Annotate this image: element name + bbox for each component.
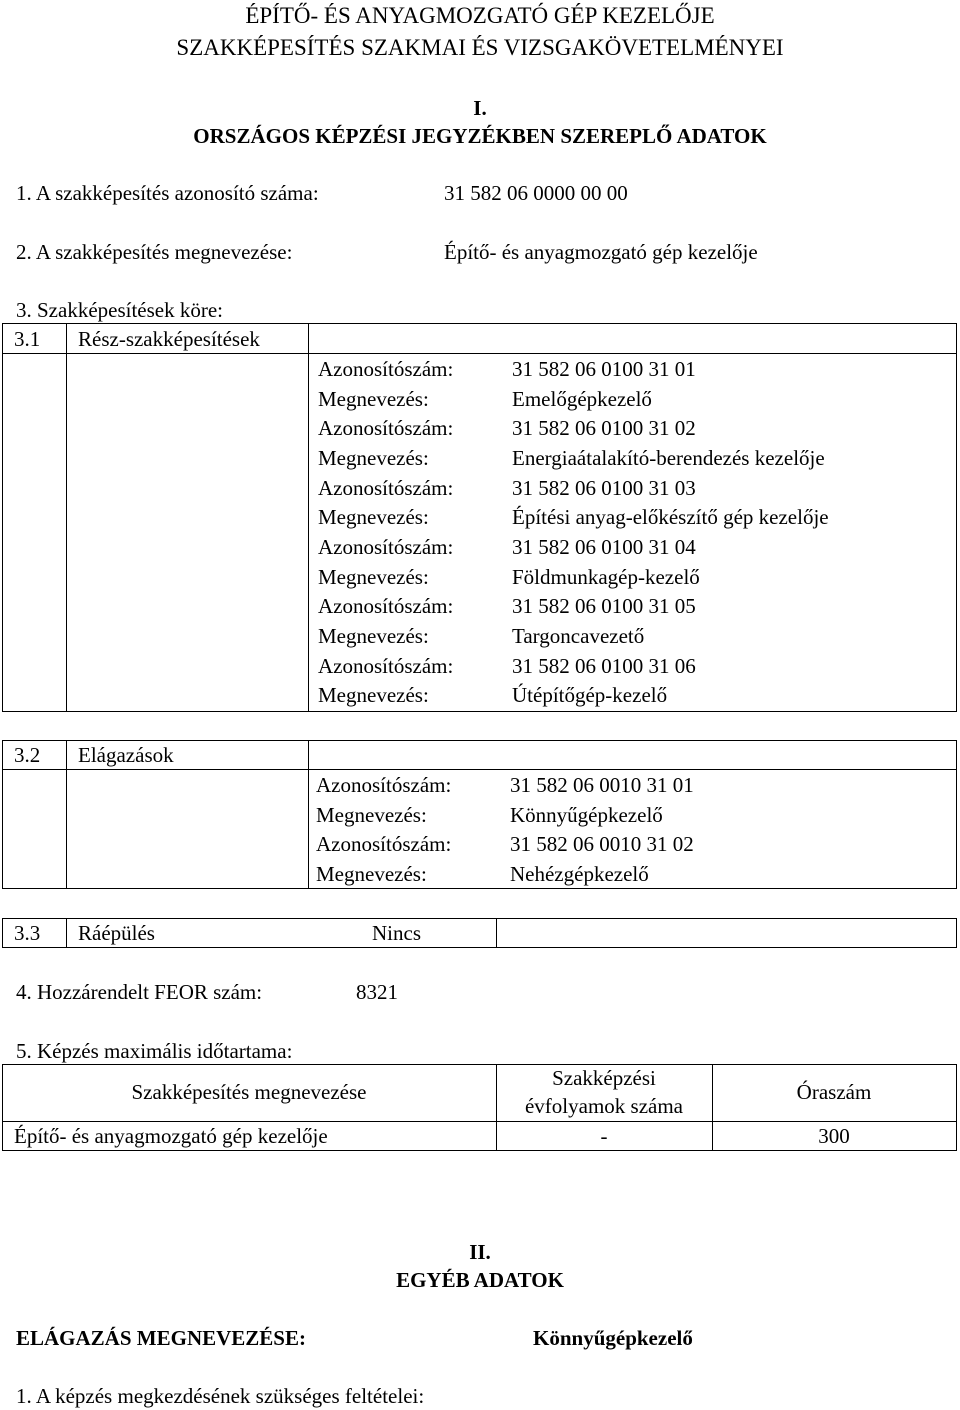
section-3-3-title: Ráépülés [78,921,155,945]
entry-name-value: Targoncavezető [512,624,645,648]
item3-label: 3. Szakképesítések köre: [16,298,224,322]
entry-name-label: Megnevezés: [318,683,429,707]
entry-id-label: Azonosítószám: [316,832,452,856]
item4-label: 4. Hozzárendelt FEOR szám: [16,980,263,1004]
header-years-line2: évfolyamok száma [524,1094,684,1118]
entry-id-label: Azonosítószám: [318,357,454,381]
entry-id-label: Azonosítószám: [318,594,454,618]
entry-id-value: 31 582 06 0100 31 05 [512,594,696,618]
entry-id-value: 31 582 06 0100 31 06 [512,654,696,678]
part1-numeral: I. [473,96,487,120]
entry-id-value: 31 582 06 0010 31 02 [510,832,694,856]
entry-name-label: Megnevezés: [318,565,429,589]
entry-id-value: 31 582 06 0010 31 01 [510,773,694,797]
document-title-line1: ÉPÍTŐ- ÉS ANYAGMOZGATÓ GÉP KEZELŐJE [245,3,715,28]
row-hours: 300 [818,1124,850,1148]
row-years: - [600,1124,608,1148]
header-name: Szakképesítés megnevezése [131,1080,367,1104]
item1-value: 31 582 06 0000 00 00 [444,181,628,205]
entry-id-label: Azonosítószám: [316,773,452,797]
entry-id-label: Azonosítószám: [318,654,454,678]
section-3-1-number: 3.1 [14,327,41,351]
entry-id-value: 31 582 06 0100 31 02 [512,416,696,440]
entry-name-value: Építési anyag-előkészítő gép kezelője [512,505,829,529]
item5-label: 5. Képzés maximális időtartama: [16,1039,293,1063]
entry-name-label: Megnevezés: [318,446,429,470]
section-3-3-value: Nincs [372,921,421,945]
item2-value: Építő- és anyagmozgató gép kezelője [444,240,758,264]
section-3-3-number: 3.3 [14,921,41,945]
part2-heading: EGYÉB ADATOK [396,1268,564,1292]
entry-name-label: Megnevezés: [318,624,429,648]
branch-label: ELÁGAZÁS MEGNEVEZÉSE: [16,1326,306,1350]
entry-name-value: Energiaátalakító-berendezés kezelője [512,446,825,470]
entry-name-value: Könnyűgépkezelő [510,803,663,827]
entry-id-value: 31 582 06 0100 31 04 [512,535,696,559]
entry-name-value: Földmunkagép-kezelő [512,565,700,589]
header-years-line1: Szakképzési [552,1066,656,1090]
entry-name-label: Megnevezés: [316,803,427,827]
entry-id-label: Azonosítószám: [318,416,454,440]
entry-name-label: Megnevezés: [318,387,429,411]
entry-id-label: Azonosítószám: [318,535,454,559]
header-hours: Óraszám [796,1080,872,1104]
entry-id-value: 31 582 06 0100 31 01 [512,357,696,381]
entry-name-label: Megnevezés: [316,862,427,886]
entry-id-label: Azonosítószám: [318,476,454,500]
entry-name-value: Nehézgépkezelő [510,862,649,886]
entry-name-value: Emelőgépkezelő [512,387,652,411]
section-3-2-title: Elágazások [78,743,174,767]
part2-numeral: II. [469,1240,491,1264]
item2-label: 2. A szakképesítés megnevezése: [16,240,293,264]
section-3-1-title: Rész-szakképesítések [78,327,260,351]
part1-heading: ORSZÁGOS KÉPZÉSI JEGYZÉKBEN SZEREPLŐ ADATOK [193,124,767,148]
entry-id-value: 31 582 06 0100 31 03 [512,476,696,500]
entry-name-value: Útépítőgép-kezelő [512,683,668,707]
item4-value: 8321 [356,980,398,1004]
item1-label: 1. A szakképesítés azonosító száma: [16,181,319,205]
branch-value: Könnyűgépkezelő [533,1326,693,1350]
row-name: Építő- és anyagmozgató gép kezelője [14,1124,328,1148]
item-last-label: 1. A képzés megkezdésének szükséges feltételei: [16,1384,425,1408]
entry-name-label: Megnevezés: [318,505,429,529]
section-3-2-number: 3.2 [14,743,41,767]
document-title-line2: SZAKKÉPESÍTÉS SZAKMAI ÉS VIZSGAKÖVETELMÉNYEI [176,35,784,60]
